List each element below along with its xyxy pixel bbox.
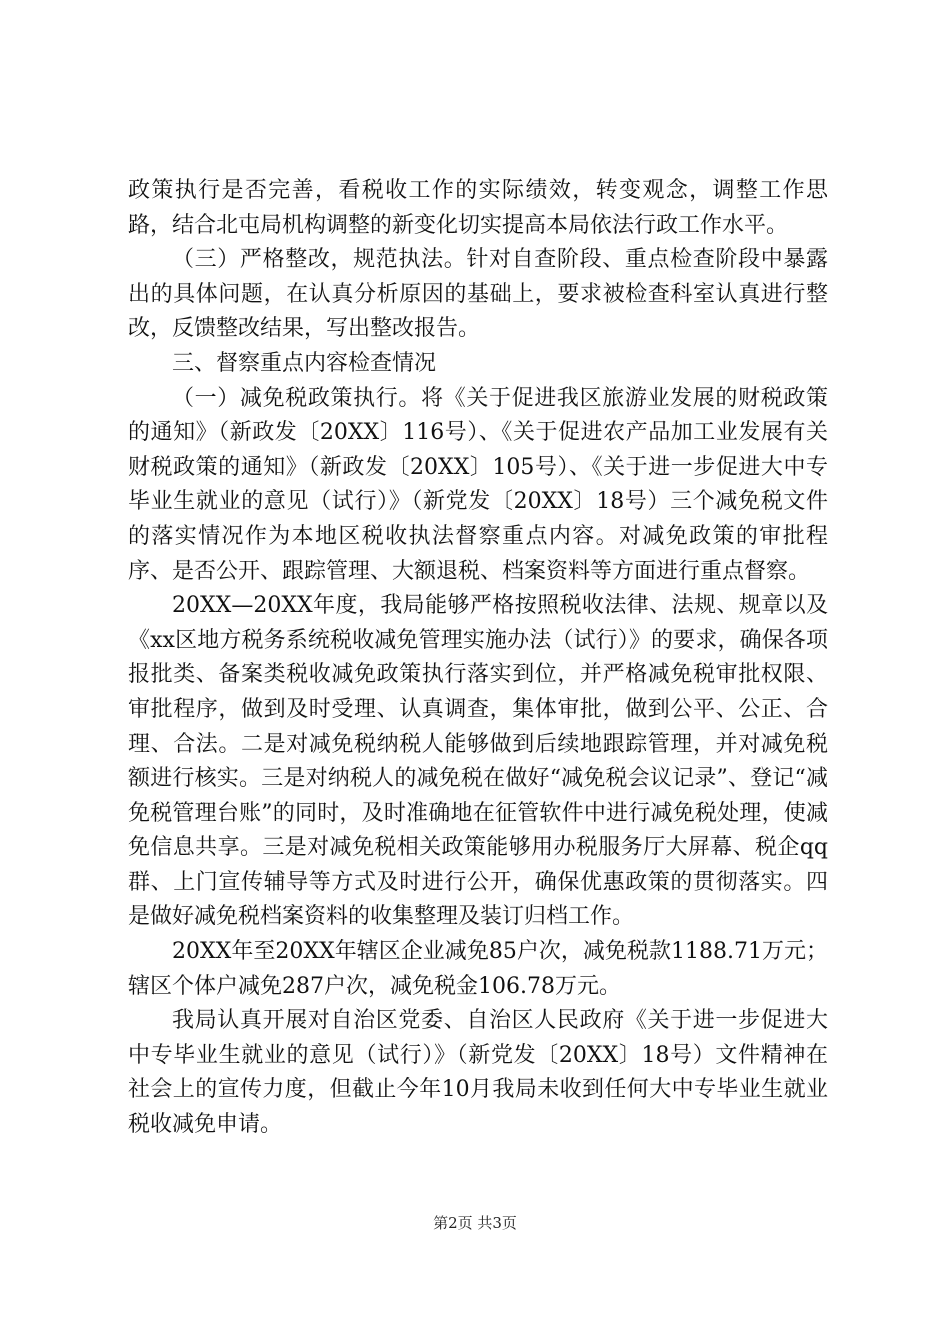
paragraph-continuation: 政策执行是否完善，看税收工作的实际绩效，转变观念，调整工作思路，结合北屯局机构调整的新变化切实提高本局依法行政工作水平。 xyxy=(128,178,828,238)
section-heading-inspection: 三、督察重点内容检查情况 xyxy=(172,350,437,376)
paragraph-statistics: 20XX年至20XX年辖区企业减免85户次，减免税款1188.71万元；辖区个体户减免287户次，减免税金106.78万元。 xyxy=(128,939,828,999)
document-body xyxy=(128,174,828,1143)
paragraph-annual-review: 20XX—20XX年度，我局能够严格按照税收法律、法规、规章以及《xx区地方税务系统税收减免管理实施办法（试行）》的要求，确保各项报批类、备案类税收减免政策执行落实到位，并严格减免税审批权限、审批程序，做到及时受理、认真调查，集体审批，做到公平、公正、合理、合法。二是对减免税纳税人能够做到后续地跟踪管理，并对减免税额进行核实。三是对纳税人的减免税在做好“减免税会议记录”、登记“减免税管理台账”的同时，及时准确地在征管软件中进行减免税处理，使减免信息共享。三是对减免税相关政策能够用办税服务厅大屏幕、税企qq群、上门宣传辅导等方式及时进行公开，确保优惠政策的贯彻落实。四是做好减免税档案资料的收集整理及装订归档工作。 xyxy=(128,593,828,930)
page-footer: 第2页 共3页 xyxy=(433,1214,517,1232)
paragraph-rectification: （三）严格整改，规范执法。针对自查阶段、重点检查阶段中暴露出的具体问题，在认真分析原因的基础上，要求被检查科室认真进行整改，反馈整改结果，写出整改报告。 xyxy=(128,247,828,342)
paragraph-tax-policy: （一）减免税政策执行。将《关于促进我区旅游业发展的财税政策的通知》（新政发〔20XX〕116号）、《关于促进农产品加工业发展有关财税政策的通知》（新政发〔20XX〕105号）、《关于进一步促进大中专毕业生就业的意见（试行）》（新党发〔20XX〕18号）三个减免税文件的落实情况作为本地区税收执法督察重点内容。对减免政策的审批程序、是否公开、跟踪管理、大额退税、档案资料等方面进行重点督察。 xyxy=(128,385,828,584)
paragraph-graduate-policy: 我局认真开展对自治区党委、自治区人民政府《关于进一步促进大中专毕业生就业的意见（试行）》（新党发〔20XX〕18号）文件精神在社会上的宣传力度，但截止今年10月我局未收到任何大中专毕业生就业税收减免申请。 xyxy=(128,1008,828,1138)
